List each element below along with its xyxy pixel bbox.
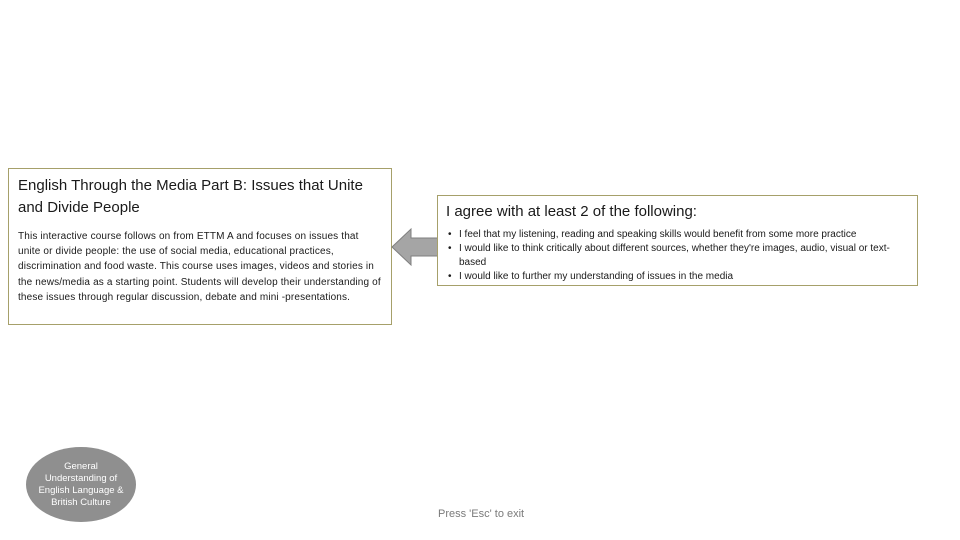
course-category-badge bbox=[26, 447, 136, 522]
criteria-item bbox=[446, 242, 909, 270]
bullet: • bbox=[448, 229, 452, 240]
exit-hint: Press 'Esc' to exit bbox=[438, 508, 525, 520]
criteria-list bbox=[446, 228, 909, 284]
criteria-item-text: I would like to think critically about different sources, whether they're images, audio, visual or text-based bbox=[459, 243, 890, 268]
bullet: • bbox=[448, 271, 452, 282]
criteria-heading: I agree with at least 2 of the following: bbox=[446, 203, 697, 220]
left-arrow-icon bbox=[391, 227, 441, 267]
course-title: English Through the Media Part B: Issues that Unite and Divide People bbox=[18, 177, 363, 216]
bullet: • bbox=[448, 243, 452, 254]
criteria-item bbox=[446, 228, 909, 242]
criteria-item-text: I feel that my listening, reading and speaking skills would benefit from some more practice bbox=[459, 229, 857, 240]
criteria-item-text: I would like to further my understanding of issues in the media bbox=[459, 271, 734, 282]
badge-text: General Understanding of English Language & British Culture bbox=[38, 460, 124, 508]
course-description: This interactive course follows on from ETTM A and focuses on issues that unite or divide people: the use of social media, educational practices, discrimination and food waste. This course uses images, videos and stories in the news/media as a starting point. Students will develop their understanding of these issues through regular discussion, debate and mini -presentations. bbox=[18, 231, 381, 303]
criteria-item bbox=[446, 270, 909, 284]
course-info-box bbox=[8, 168, 392, 325]
criteria-box bbox=[437, 195, 918, 286]
